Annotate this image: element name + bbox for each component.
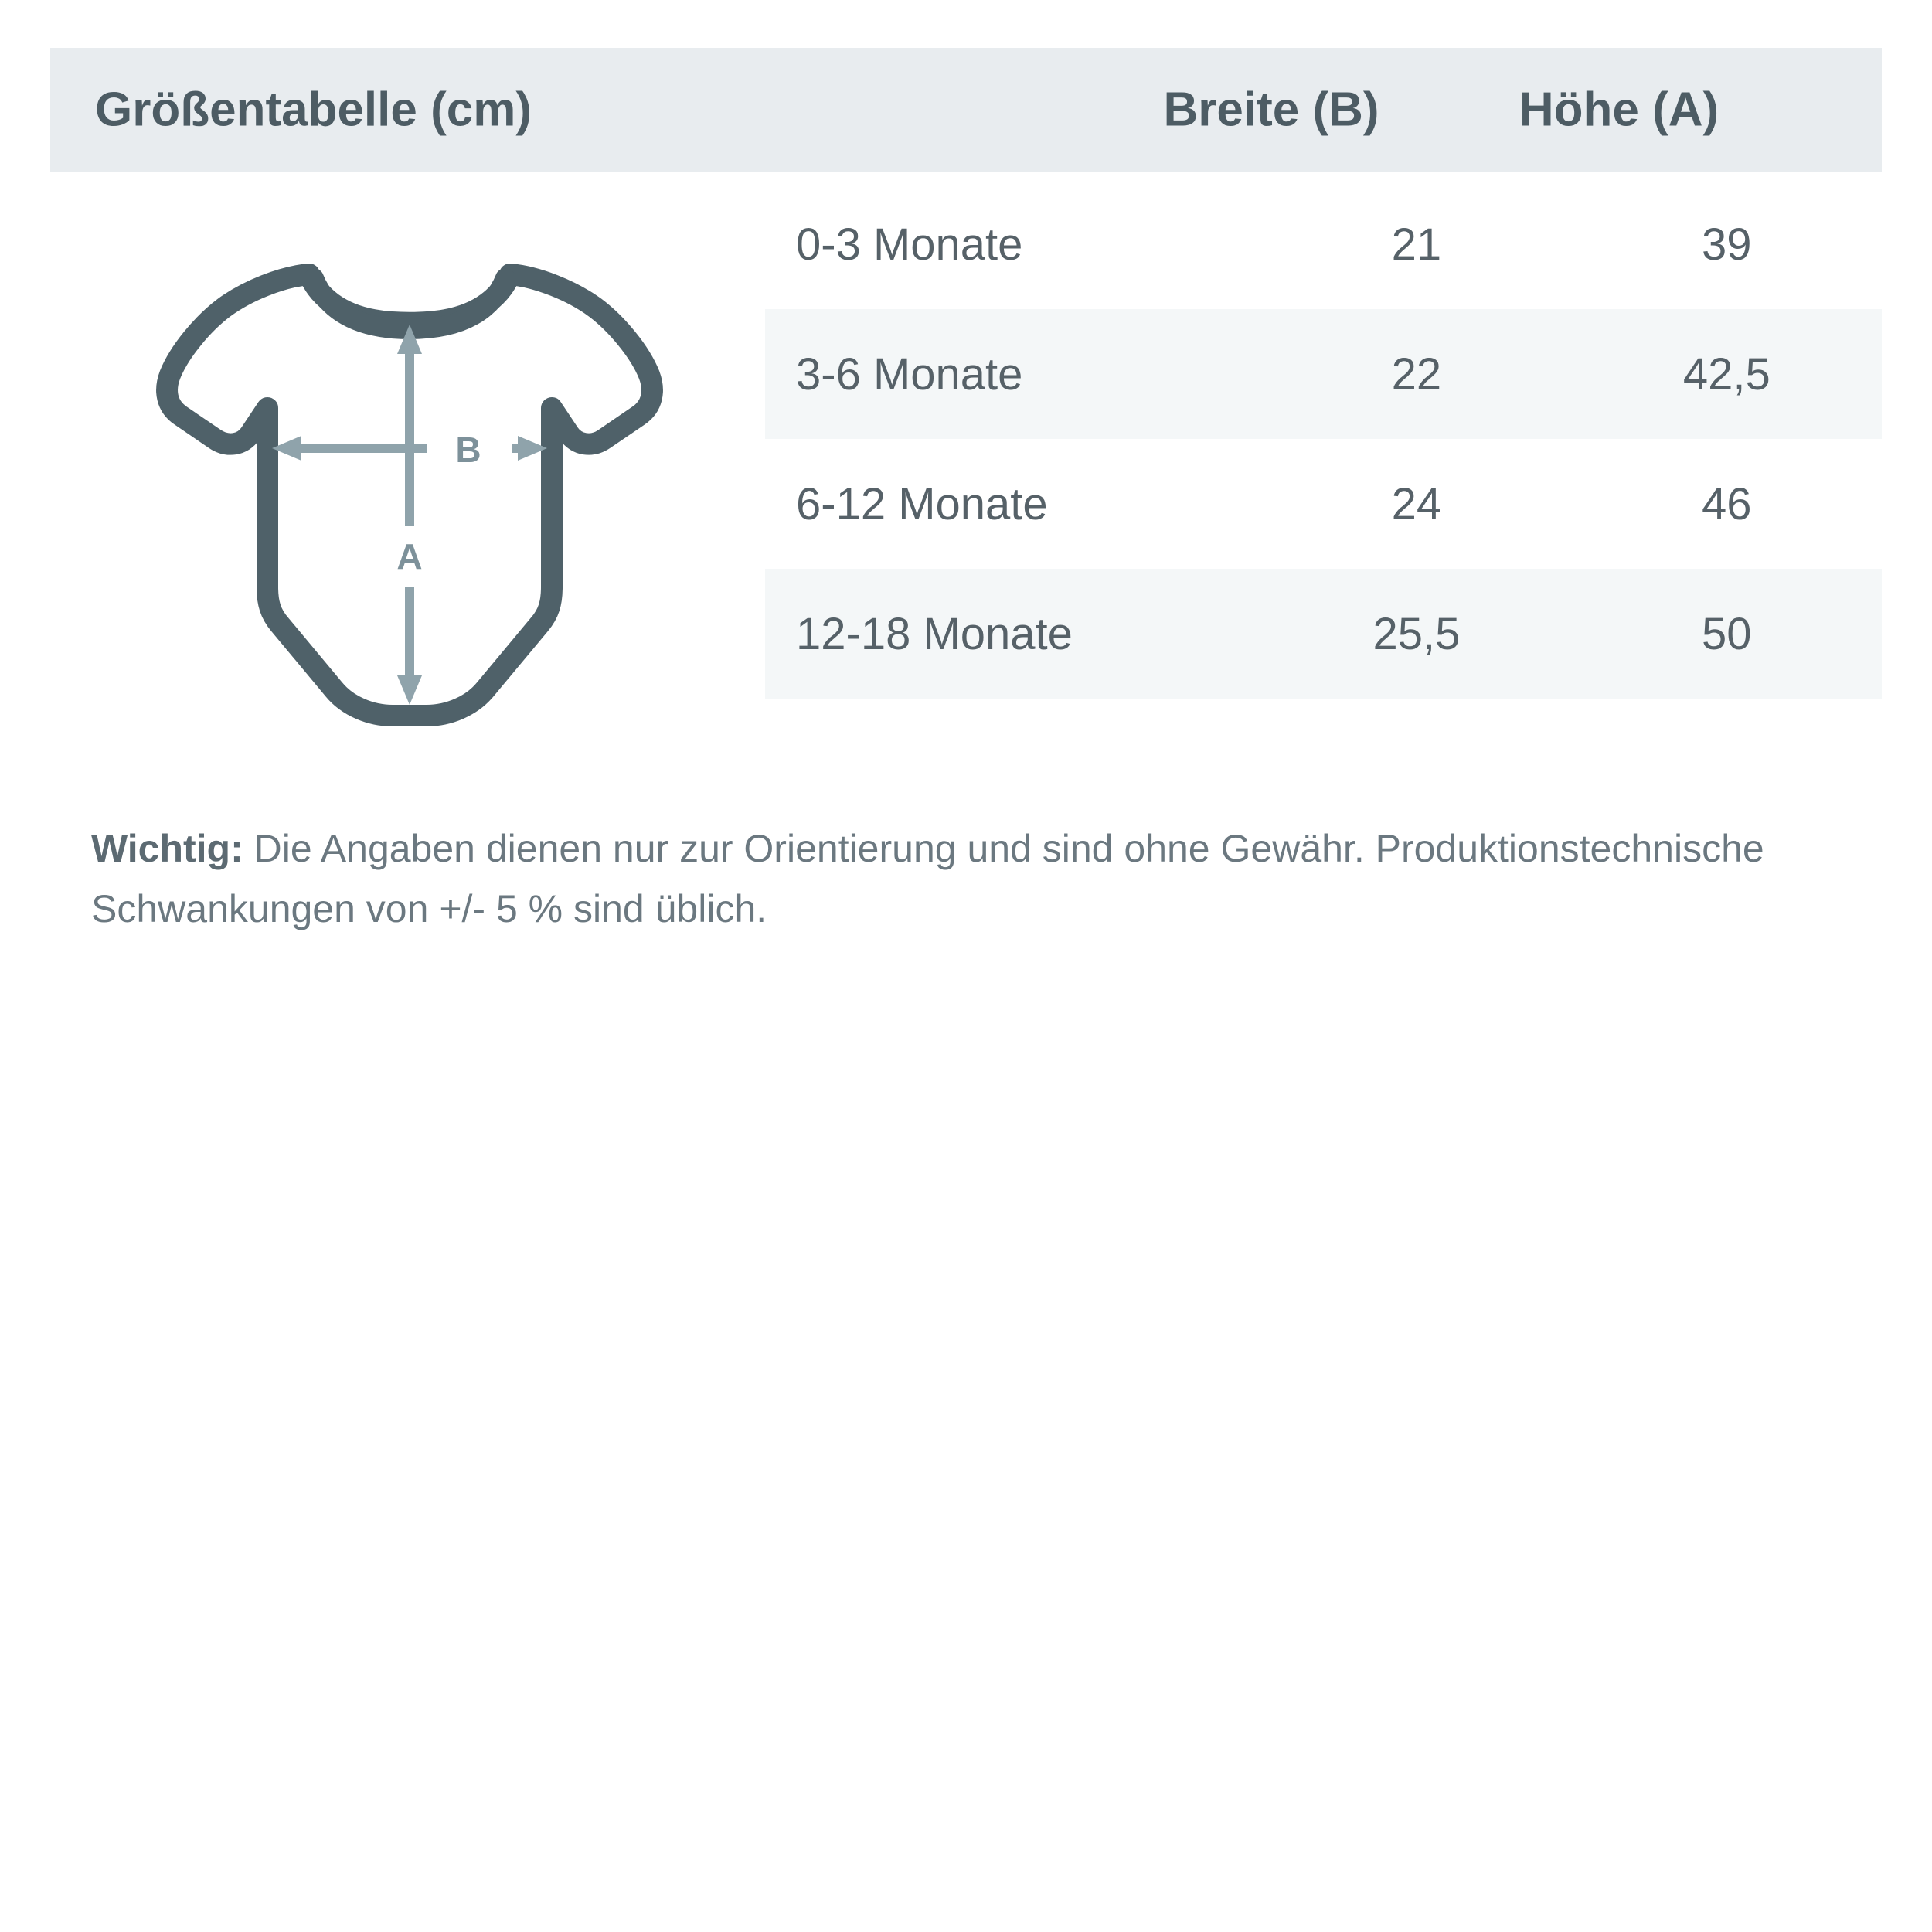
cell-size: 3-6 Monate: [765, 309, 1261, 439]
cell-size: 0-3 Monate: [796, 219, 1023, 270]
cell-height: 39: [1702, 219, 1752, 270]
footnote: [91, 819, 1861, 939]
label-height-a: A: [396, 536, 423, 577]
column-header-width: Breite (B): [1163, 83, 1379, 137]
footnote-strong: Wichtig:: [91, 827, 243, 870]
column-header-height: Höhe (A): [1519, 83, 1719, 137]
label-width-b: B: [455, 430, 481, 470]
table-row: [765, 569, 1882, 699]
cell-width: 25,5: [1261, 569, 1571, 699]
page-title: Größentabelle (cm): [95, 83, 532, 137]
cell-height: 46: [1702, 478, 1752, 529]
cell-height: 50: [1572, 569, 1882, 699]
cell-width: 24: [1391, 478, 1442, 529]
size-table: [765, 179, 1882, 699]
footnote-text: Die Angaben dienen nur zur Orientierung und sind ohne Gewähr. Produktionstechnische Schwankungen von +/- 5 % sind üblich.: [91, 827, 1764, 930]
table-row: [765, 439, 1882, 569]
table-row: [765, 179, 1882, 309]
cell-width: 21: [1391, 219, 1442, 270]
cell-height: 42,5: [1572, 309, 1882, 439]
table-header-band: [50, 48, 1882, 172]
bodysuit-icon: [116, 216, 703, 757]
cell-size: 6-12 Monate: [796, 478, 1048, 529]
bodysuit-diagram: [116, 216, 703, 757]
cell-size: 12-18 Monate: [765, 569, 1261, 699]
table-row: [765, 309, 1882, 439]
cell-width: 22: [1261, 309, 1571, 439]
